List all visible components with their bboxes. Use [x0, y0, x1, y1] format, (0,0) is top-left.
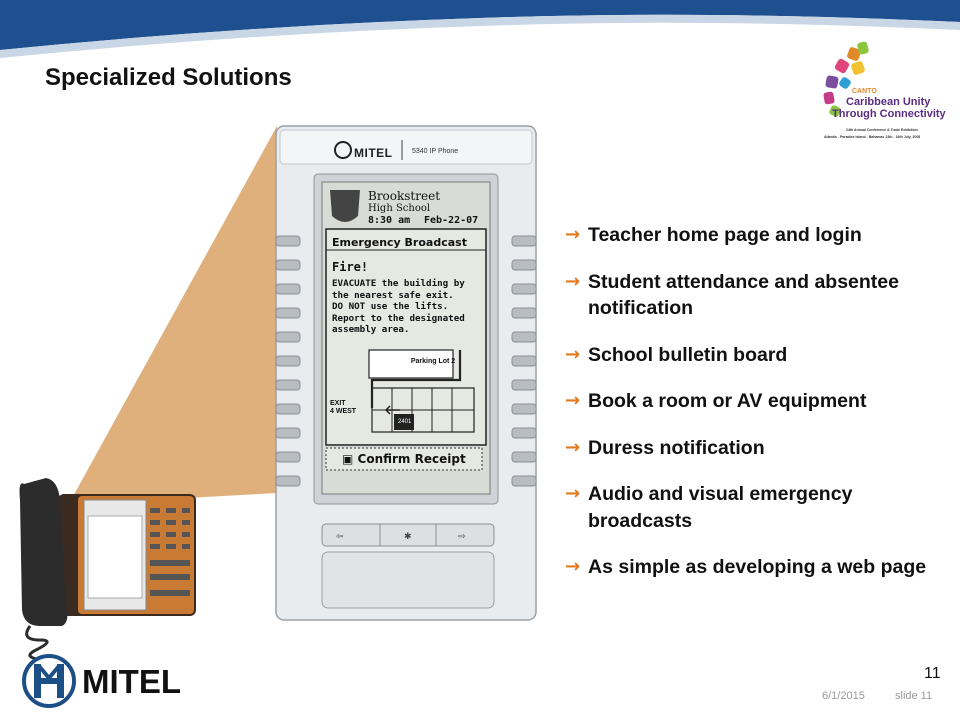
alert-message-line: EVACUATE the building by	[332, 278, 465, 289]
alert-message-line: Report to the designated	[332, 312, 465, 324]
list-item	[565, 388, 950, 415]
mitel-logo	[22, 654, 212, 708]
svg-text:⇨: ⇨	[458, 532, 466, 542]
phone-screen	[322, 182, 490, 494]
event-logo	[818, 40, 946, 150]
svg-text:✱: ✱	[404, 532, 412, 542]
event-logo-line1: CANTO	[852, 88, 877, 95]
phone-brand-label: MITEL	[354, 146, 393, 160]
alert-title: Fire!	[332, 260, 369, 274]
confirm-receipt-button[interactable]	[342, 452, 466, 466]
arrow-right-icon: →	[565, 436, 581, 458]
slide-title: Specialized Solutions	[45, 64, 292, 91]
list-item	[565, 481, 950, 534]
list-item-text: School bulletin board	[588, 343, 788, 366]
list-item-text: Book a room or AV equipment	[588, 390, 867, 412]
header-band	[0, 0, 960, 60]
school-name: Brookstreet	[368, 189, 441, 203]
list-item	[565, 435, 950, 462]
feature-list	[565, 222, 950, 601]
alert-message-line: assembly area.	[332, 324, 410, 335]
phone-model-label: 5340 IP Phone	[412, 148, 459, 155]
list-item-text: Teacher home page and login	[588, 224, 862, 246]
map-parking-label: Parking Lot 2	[410, 358, 456, 365]
screen-time: 8:30 am	[368, 215, 411, 226]
event-logo-line3: Through Connectivity	[832, 108, 946, 120]
list-item	[565, 269, 950, 322]
event-logo-line2: Caribbean Unity	[846, 96, 931, 108]
list-item-text: Student attendance and absentee notification	[588, 270, 899, 319]
list-item-text: Audio and visual emergency broadcasts	[588, 483, 853, 532]
footer-slide-label: slide 11	[895, 690, 933, 702]
map-room-label: 2401	[398, 419, 412, 425]
map-exit-label	[330, 400, 356, 416]
event-logo-line4: 24th Annual Conference & Trade Exhibition	[846, 128, 918, 132]
list-item	[565, 222, 950, 249]
list-item	[565, 342, 950, 369]
mitel-logo-text: MITEL	[82, 663, 181, 700]
arrow-right-icon: →	[565, 270, 581, 292]
screen-date: Feb-22-07	[424, 215, 479, 226]
arrow-right-icon: →	[565, 556, 581, 577]
list-item	[565, 554, 950, 581]
school-sub: High School	[368, 203, 431, 214]
event-logo-line5: Atlantis - Paradise Island - Bahamas 13th - 16th July, 2008	[824, 135, 921, 139]
event-logo-graphic	[818, 40, 936, 150]
svg-text:⇦: ⇦	[336, 532, 344, 542]
alert-message	[332, 278, 465, 336]
map-exit-line2: 4 WEST	[330, 408, 357, 415]
arrow-right-icon: →	[565, 390, 581, 411]
confirm-icon: ▣	[342, 452, 358, 466]
desk-phone-image	[20, 478, 197, 660]
footer-date: 6/1/2015	[822, 690, 865, 702]
mitel-logo-mark	[22, 654, 212, 708]
list-item-text: As simple as developing a web page	[588, 556, 927, 578]
arrow-right-icon: →	[565, 224, 581, 245]
broadcast-heading: Emergency Broadcast	[332, 236, 467, 249]
page-number: 11	[924, 665, 941, 682]
map-exit-line1: EXIT	[330, 400, 346, 407]
confirm-receipt-label: Confirm Receipt	[357, 452, 466, 466]
arrow-right-icon: →	[565, 343, 581, 365]
alert-message-line: DO NOT use the lifts.	[332, 301, 449, 312]
arrow-right-icon: →	[565, 483, 581, 504]
alert-message-line: the nearest safe exit.	[332, 289, 454, 301]
list-item-text: Duress notification	[588, 436, 765, 459]
